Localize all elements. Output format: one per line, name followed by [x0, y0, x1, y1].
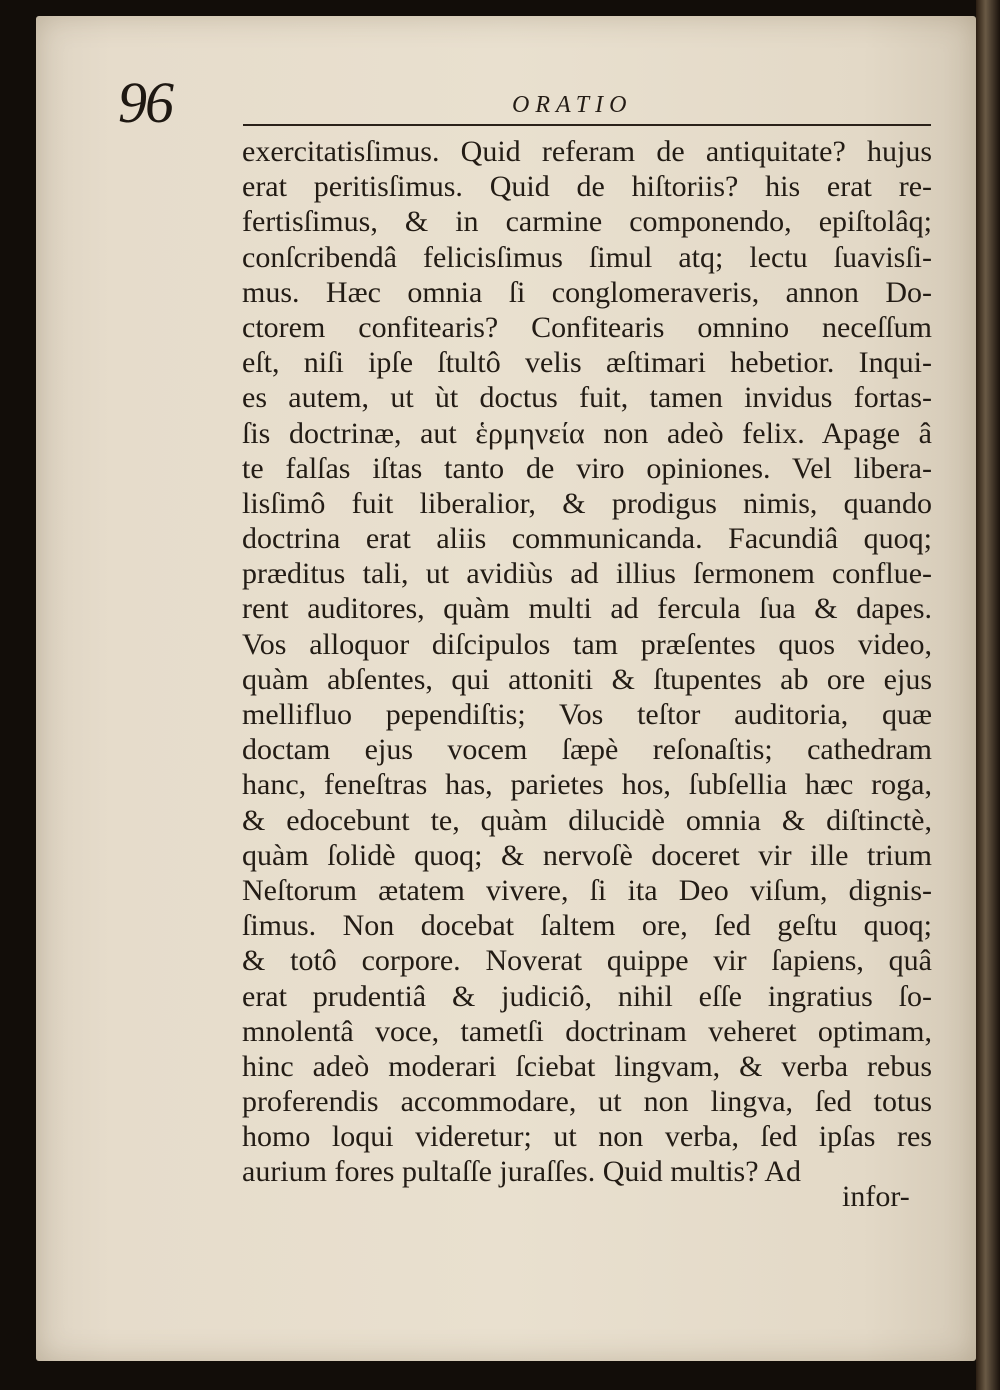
text-line: homo loqui videretur; ut non verba, ſed ipſas res: [242, 1120, 932, 1154]
text-line: mus. Hæc omnia ſi conglomeraveris, annon Do-: [242, 275, 932, 309]
body-text: [242, 134, 932, 1190]
text-line: erat peritisſimus. Quid de hiſtoriis? his erat re-: [242, 170, 932, 204]
text-line: præditus tali, ut avidiùs ad illius ſermonem conflue-: [242, 557, 932, 591]
text-line: doctam ejus vocem ſæpè reſonaſtis; cathedram: [242, 733, 932, 767]
text-line: es autem, ut ùt doctus fuit, tamen invidus fortas-: [242, 381, 932, 415]
header-rule: [243, 124, 931, 126]
text-line: fertisſimus, & in carmine componendo, epiſtolâq;: [242, 205, 932, 239]
text-line: Neſtorum ætatem vivere, ſi ita Deo viſum, dignis-: [242, 873, 932, 907]
running-head: ORATIO: [512, 92, 633, 118]
text-line: hinc adeò moderari ſciebat lingvam, & verba rebus: [242, 1049, 932, 1083]
text-line: doctrina erat aliis communicanda. Facundiâ quoq;: [242, 522, 932, 556]
text-line: & totô corpore. Noverat quippe vir ſapiens, quâ: [242, 944, 932, 978]
text-line: te falſas iſtas tanto de viro opiniones. Vel libera-: [242, 451, 932, 485]
text-line: proferendis accommodare, ut non lingva, ſed totus: [242, 1085, 932, 1119]
text-line: exercitatisſimus. Quid referam de antiquitate? hujus: [242, 135, 932, 168]
text-line: aurium fores pultaſſe juraſſes. Quid multis? Ad: [242, 1155, 802, 1189]
text-line: mnolentâ voce, tametſi doctrinam veheret optimam,: [242, 1014, 932, 1048]
text-line: ctorem confitearis? Confitearis omnino neceſſum: [242, 310, 932, 344]
text-line: eſt, niſi ipſe ſtultô velis æſtimari hebetior. Inqui-: [242, 346, 932, 380]
text-line: Vos alloquor diſcipulos tam præſentes quos video,: [242, 627, 932, 661]
text-line: rent auditores, quàm multi ad fercula ſua & dapes.: [242, 592, 932, 626]
text-line: erat prudentiâ & judiciô, nihil eſſe ingratius ſo-: [242, 979, 932, 1013]
text-line: quàm abſentes, qui attoniti & ſtupentes ab ore ejus: [242, 662, 932, 696]
text-line: lisſimô fuit liberalior, & prodigus nimis, quando: [242, 486, 932, 520]
text-line: & edocebunt te, quàm dilucidè omnia & diſtinctè,: [242, 803, 932, 837]
text-line: mellifluo pependiſtis; Vos teſtor auditoria, quæ: [242, 698, 932, 731]
catchword: infor-: [842, 1180, 910, 1213]
text-line: ſis doctrinæ, aut ἑρμηνεία non adeò felix. Apage â: [242, 416, 932, 450]
page-number: 96: [118, 70, 172, 135]
text-line: ſimus. Non docebat ſaltem ore, ſed geſtu quoq;: [242, 909, 932, 943]
page-edge: [976, 0, 1000, 1390]
text-line: hanc, feneſtras has, parietes hos, ſubſellia hæc roga,: [242, 768, 932, 802]
text-line: conſcribendâ felicisſimus ſimul atq; lectu ſuavisſi-: [242, 240, 932, 274]
text-line: quàm ſolidè quoq; & nervoſè doceret vir ille trium: [242, 838, 932, 872]
